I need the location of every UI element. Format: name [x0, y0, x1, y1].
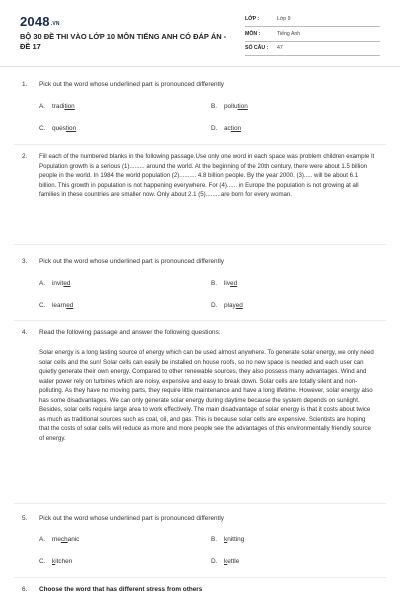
option-underlined: ed: [230, 280, 238, 287]
option-letter: C.: [39, 558, 46, 565]
meta-value: 47: [277, 45, 283, 51]
question-divider: [14, 503, 386, 504]
option-underlined: tion: [237, 103, 248, 110]
option-letter: C.: [39, 302, 46, 309]
site-logo[interactable]: [20, 14, 60, 29]
option-text: pollu: [224, 103, 238, 110]
meta-label: MÔN :: [245, 30, 261, 37]
option-underlined: ed: [66, 302, 74, 309]
question-prompt: Read the following passage and answer the following questions:: [39, 329, 221, 336]
meta-value: Lớp 9: [277, 16, 291, 22]
question-divider: [14, 577, 386, 578]
option-underlined: k: [224, 558, 228, 565]
question-number: 3.: [22, 258, 28, 265]
question-divider: [14, 144, 386, 145]
option-3b[interactable]: [211, 279, 237, 289]
option-5b[interactable]: [211, 535, 244, 545]
document-title: BỘ 30 ĐỀ THI VÀO LỚP 10 MÔN TIẾNG ANH CÓ ĐÁP ÁN - ĐỀ 17: [20, 32, 227, 51]
question-prompt: Pick out the word whose underlined part is pronounced differently: [39, 515, 224, 522]
option-1c[interactable]: [39, 124, 76, 134]
question-number: 2.: [22, 153, 28, 160]
meta-info: [245, 14, 380, 58]
option-text: ettle: [227, 558, 240, 565]
option-text: learn: [52, 302, 67, 309]
option-3d[interactable]: [211, 301, 243, 311]
logo-text: 2048: [20, 14, 50, 29]
question-prompt: Choose the word that has different stress from others: [39, 586, 203, 593]
header-divider: [0, 66, 400, 67]
option-5a[interactable]: [39, 535, 79, 545]
option-letter: B.: [211, 536, 218, 543]
question-prompt: Pick out the word whose underlined part is pronounced differently: [39, 81, 224, 88]
question-prompt: Pick out the word whose underlined part is pronounced differently: [39, 258, 224, 265]
option-underlined: tion: [65, 125, 77, 132]
option-letter: A.: [39, 280, 46, 287]
option-text: ques: [52, 125, 66, 132]
meta-row-grade: [245, 14, 380, 27]
option-underlined: ch: [60, 536, 68, 543]
question-divider: [14, 244, 386, 245]
option-text: me: [52, 536, 61, 543]
meta-label: SỐ CÂU :: [245, 45, 269, 51]
logo-suffix: .VN: [50, 21, 60, 27]
meta-label: LỚP :: [245, 16, 260, 22]
option-5c[interactable]: [39, 557, 72, 567]
question-number: 5.: [22, 515, 28, 522]
option-underlined: ed: [63, 280, 71, 287]
page-header: [20, 14, 380, 60]
meta-row-subject: [245, 29, 380, 42]
question-number: 6.: [22, 586, 28, 593]
reading-passage: Solar energy is a long lasting source of energy which can be used almost anywhere. To generate solar energy, we only need solar cells and the sun! Solar cells can easily be installed on house roofs, so no new space is needed and each user can quietly generate their own energy. Compared to other renewable sources, they also possess many advantages. Wind and water power rely on turbines which are noisy, expensive and easy to break down. Solar cells are totally silent and non-polluting. As they have no moving parts, they require little maintenance and have a long lifetime. However, solar energy also has some disadvantages. We can only generate solar energy during daytime because the system depends on sunlight. Besides, solar cells require large area to work effectively. The main disadvantage of solar energy is that it costs about twice as much as traditional sources such as coal, oil, and gas. This is because solar cells are expensive. Scientists are hoping that the costs of solar cells will reduce as more and more people see the advantages of this environmentally friendly source of energy.: [39, 349, 374, 442]
option-underlined: ed: [235, 302, 243, 309]
option-text: nitting: [227, 536, 245, 543]
option-text: anic: [67, 536, 80, 543]
option-letter: D.: [211, 558, 218, 565]
option-text: ac: [224, 125, 231, 132]
option-underlined: k: [224, 536, 228, 543]
option-underlined: tion: [230, 125, 242, 132]
option-1a[interactable]: [39, 102, 75, 112]
option-letter: B.: [211, 280, 218, 287]
option-letter: D.: [211, 302, 218, 309]
option-1b[interactable]: [211, 102, 248, 112]
question-number: 4.: [22, 329, 28, 336]
option-text: play: [224, 302, 236, 309]
option-letter: A.: [39, 103, 46, 110]
option-3c[interactable]: [39, 301, 73, 311]
option-letter: C.: [39, 125, 46, 132]
meta-value: Tiếng Anh: [277, 30, 301, 37]
option-1d[interactable]: [211, 124, 241, 134]
option-text: invit: [52, 280, 64, 287]
option-text: tradi: [52, 103, 65, 110]
option-3a[interactable]: [39, 279, 70, 289]
meta-row-count: [245, 43, 380, 56]
option-underlined: k: [52, 558, 56, 565]
question-passage: Fill each of the numbered blanks in the following passage.Use only one word in each space was problem children example It Population growth is a serious (1)......... around the world. At the beginning of the 20th century, there were about 1.5 billion people in the world. In 1984 the world population (2).......... 4.8 billion people. By the year 2000, (3)..... will be about 6.1 billion. This growth in population is not happening everywhere. For (4)...... in Europe the population is not growing at all families in these countries are smaller now. Only about 2.1 (5).........are born for every woman.: [39, 153, 375, 199]
option-5d[interactable]: [211, 557, 239, 567]
question-divider: [14, 320, 386, 321]
option-text: liv: [224, 280, 231, 287]
option-underlined: tion: [64, 103, 75, 110]
option-text: itchen: [55, 558, 73, 565]
option-letter: B.: [211, 103, 218, 110]
question-number: 1.: [22, 81, 28, 88]
option-letter: D.: [211, 125, 218, 132]
option-letter: A.: [39, 536, 46, 543]
